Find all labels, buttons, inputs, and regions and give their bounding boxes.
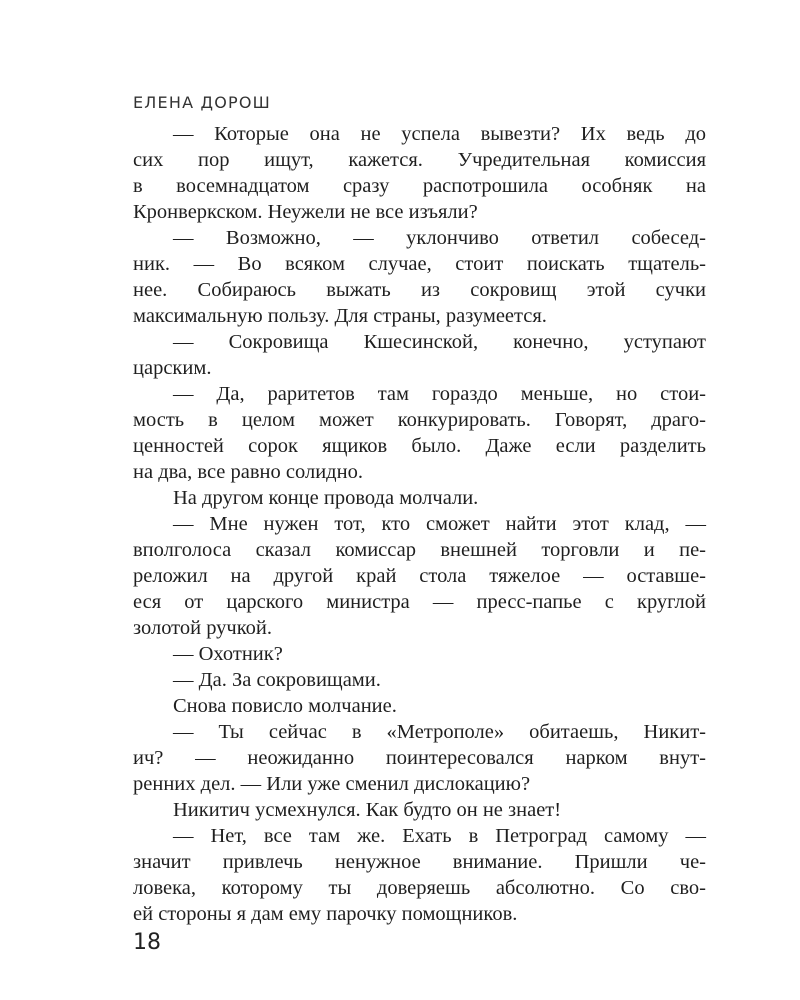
text-line: — Да, раритетов там гораздо меньше, но стои-: [173, 383, 706, 405]
text-line: — Которые она не успела вывезти? Их ведь до: [173, 123, 706, 145]
text-line: Кронверкском. Неужели не все изъяли?: [133, 201, 478, 223]
text-line: ник. — Во всяком случае, стоит поискать тщатель-: [133, 253, 706, 275]
text-line: еся от царского министра — пресс-папье с круглой: [133, 591, 706, 613]
text-line: вполголоса сказал комиссар внешней торговли и пе-: [133, 539, 706, 561]
text-line: На другом конце провода молчали.: [173, 487, 479, 509]
text-line: золотой ручкой.: [133, 617, 273, 639]
text-line: ценностей сорок ящиков было. Даже если разделить: [133, 435, 706, 457]
running-head: ЕЛЕНА ДОРОШ: [133, 93, 271, 112]
text-line: значит привлечь ненужное внимание. Пришли че-: [133, 851, 706, 873]
text-line: ренних дел. — Или уже сменил дислокацию?: [133, 773, 531, 795]
text-line: ич? — неожиданно поинтересовался нарком внут-: [133, 747, 706, 769]
text-line: максимальную пользу. Для страны, разумеется.: [133, 305, 547, 327]
text-line: — Нет, все там же. Ехать в Петроград самому —: [173, 825, 706, 847]
text-line: ловека, которому ты доверяешь абсолютно. Со сво-: [133, 877, 706, 899]
text-line: сих пор ищут, кажется. Учредительная комиссия: [133, 149, 706, 171]
text-line: — Мне нужен тот, кто сможет найти этот клад, —: [173, 513, 706, 535]
text-line: реложил на другой край стола тяжелое — оставше-: [133, 565, 706, 587]
text-line: в восемнадцатом сразу распотрошила особняк на: [133, 175, 706, 197]
text-line: Снова повисло молчание.: [173, 695, 397, 717]
text-line: мость в целом может конкурировать. Говорят, драго-: [133, 409, 706, 431]
text-line: — Сокровища Кшесинской, конечно, уступают: [173, 331, 706, 353]
text-line: — Ты сейчас в «Метрополе» обитаешь, Никит-: [173, 721, 706, 743]
page-number: 18: [133, 930, 161, 955]
text-line: царским.: [133, 357, 212, 379]
text-line: на два, все равно солидно.: [133, 461, 363, 483]
text-line: Никитич усмехнулся. Как будто он не знает!: [173, 799, 562, 821]
text-line: ей стороны я дам ему парочку помощников.: [133, 903, 518, 925]
text-line: — Охотник?: [173, 643, 283, 665]
text-line: — Возможно, — уклончиво ответил собесед-: [173, 227, 706, 249]
text-line: — Да. За сокровищами.: [173, 669, 381, 691]
text-line: нее. Собираюсь выжать из сокровищ этой сучки: [133, 279, 706, 301]
